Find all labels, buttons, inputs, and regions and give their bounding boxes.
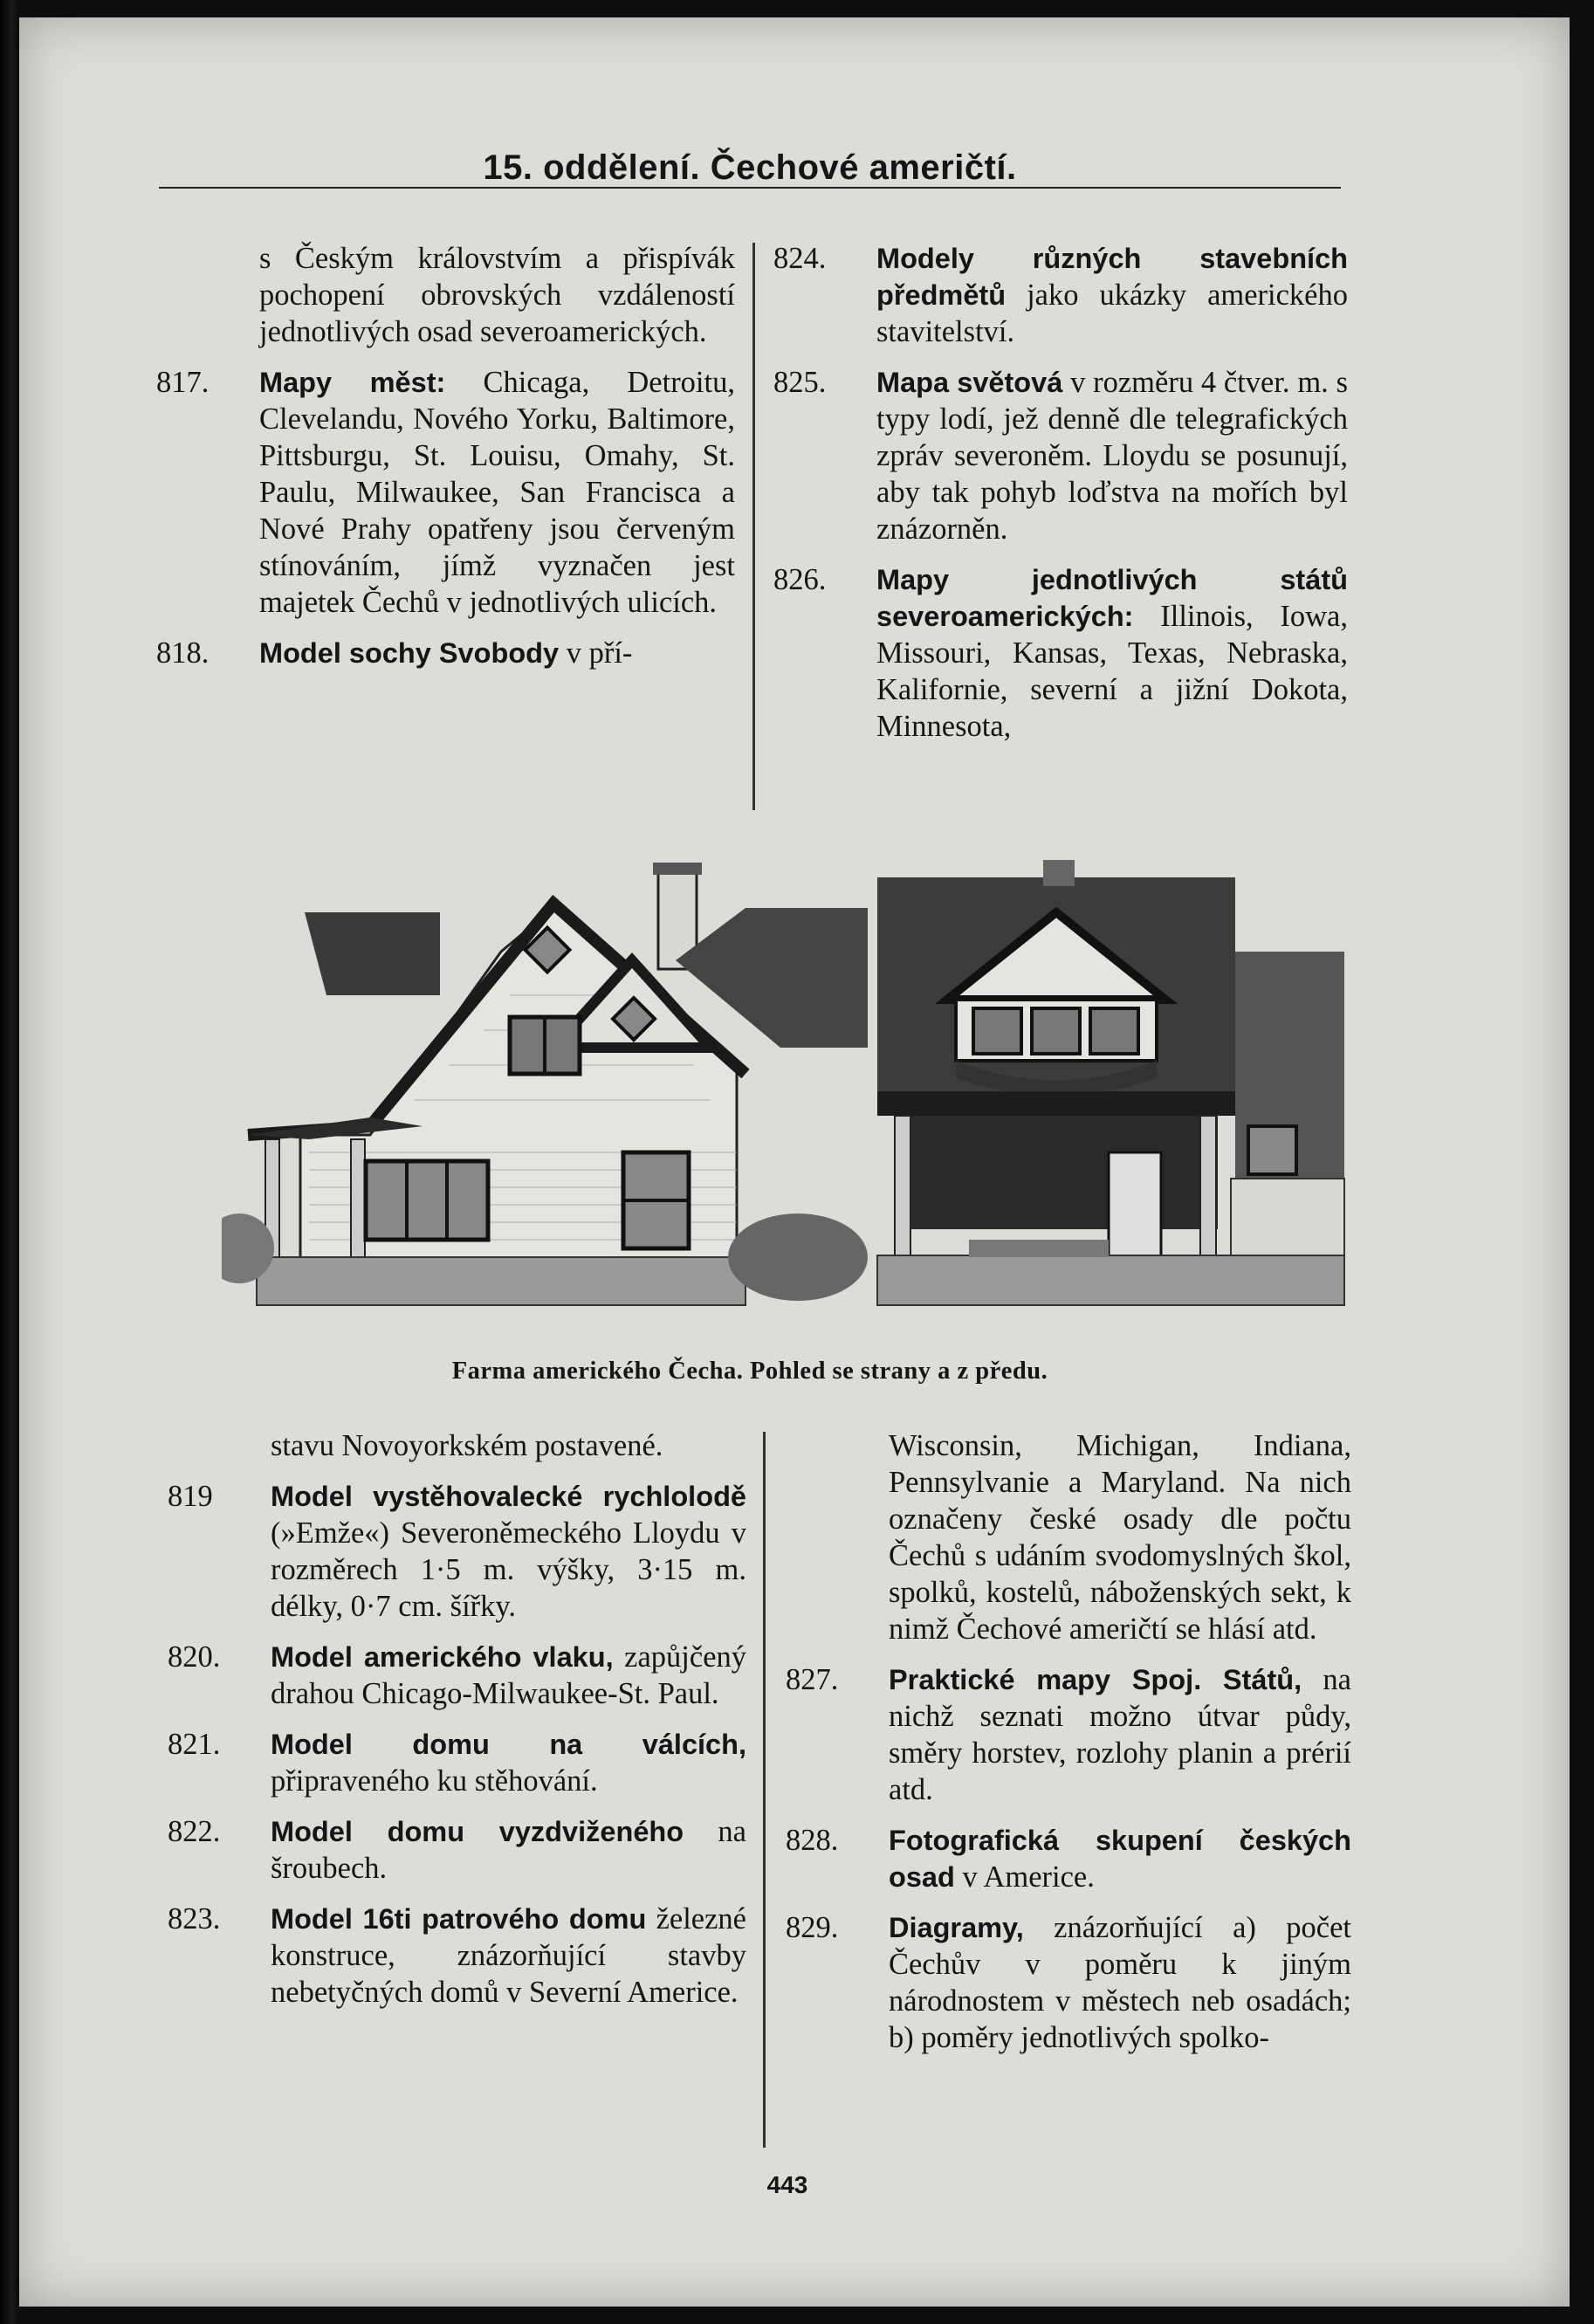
entry-text: znázorňující a) počet Čechův v poměru k jiným národnostem v městech neb osadách; b) poměry jednotlivých spolko- bbox=[889, 1911, 1351, 2054]
entry-number: 823. bbox=[168, 1902, 221, 1936]
bottom-left-lead: stavu Novoyorkském postavené. bbox=[271, 1429, 663, 1462]
house-side-view-illustration bbox=[222, 838, 868, 1310]
top-left-column bbox=[156, 240, 735, 685]
entry-number: 820. bbox=[168, 1640, 221, 1674]
entry-title: Mapy jednotlivých států severoamerických: bbox=[876, 564, 1348, 632]
entry-828 bbox=[786, 1822, 1351, 1895]
entry-text: Chicaga, Detroitu, Clevelandu, Nového Yorku, Baltimore, Pittsburgu, St. Louisu, Omahy, St. Paulu, Milwaukee, San Francisca a Nové Prahy opatřeny jsou červeným stínováním, jímž vyznačen jest majetek Čechů v jednotlivých ulicích. bbox=[259, 366, 735, 619]
entry-title: Model domu na válcích, bbox=[271, 1729, 746, 1760]
entry-825 bbox=[773, 364, 1348, 547]
entry-title: Diagramy, bbox=[889, 1912, 1024, 1943]
entry-title: Model sochy Svobody bbox=[259, 637, 560, 669]
bottom-left-column bbox=[168, 1427, 747, 2025]
entry-819 bbox=[168, 1478, 746, 1625]
entry-number: 829. bbox=[786, 1911, 839, 1944]
house-front-view-illustration bbox=[873, 838, 1349, 1310]
page-header: 15. oddělení. Čechové američtí. bbox=[483, 148, 1017, 187]
entry-text: zapůjčený drahou Chicago-Milwaukee-St. Paul. bbox=[271, 1640, 747, 1710]
entry-text: v pří- bbox=[559, 636, 633, 670]
bottom-column-divider bbox=[763, 1432, 766, 2148]
entry-817 bbox=[156, 364, 735, 621]
entry-title: Fotografická skupení českých osad bbox=[889, 1825, 1351, 1893]
entry-827 bbox=[786, 1661, 1351, 1808]
book-page bbox=[19, 17, 1570, 2307]
top-column-divider bbox=[752, 243, 755, 810]
entry-820 bbox=[168, 1639, 747, 1712]
figure-caption: Farma amerického Čecha. Pohled se strany a z předu. bbox=[451, 1358, 1048, 1385]
entry-text: jako ukázky amerického stavitelství. bbox=[876, 278, 1348, 348]
book-binding-edge bbox=[0, 0, 19, 2324]
entry-number: 818. bbox=[156, 636, 210, 670]
entry-822 bbox=[168, 1813, 746, 1887]
entry-826 bbox=[773, 561, 1348, 745]
entry-824 bbox=[773, 240, 1348, 350]
entry-number: 822. bbox=[168, 1815, 221, 1848]
top-left-lead: s Českým královstvím a přispívák pochopení obrovských vzdáleností jednotlivých osad severoamerických. bbox=[259, 242, 735, 348]
entry-number: 828. bbox=[786, 1824, 839, 1857]
top-right-column bbox=[773, 240, 1348, 759]
bottom-right-lead: Wisconsin, Michigan, Indiana, Pennsylvanie a Maryland. Na nich označeny české osady dle počtu Čechů s udáním svodomyslných škol, spolků, kostelů, náboženských sekt, k nimž Čechové američtí se hlásí atd. bbox=[889, 1429, 1351, 1646]
entry-title: Model domu vyzdviženého bbox=[271, 1816, 684, 1847]
entry-text: Illinois, Iowa, Missouri, Kansas, Texas, Nebraska, Kalifornie, severní a jižní Dokota, Minnesota, bbox=[876, 600, 1348, 743]
entry-title: Mapa světová bbox=[876, 367, 1063, 398]
entry-number: 817. bbox=[156, 366, 210, 399]
entry-title: Praktické mapy Spoj. Států, bbox=[889, 1664, 1302, 1695]
entry-823 bbox=[168, 1901, 746, 2011]
entry-number: 825. bbox=[773, 366, 827, 399]
header-rule bbox=[159, 187, 1341, 189]
entry-text: na nichž seznati možno útvar půdy, směry horstev, rozlohy planin a prérií atd. bbox=[889, 1663, 1351, 1806]
entry-number: 821. bbox=[168, 1728, 221, 1761]
entry-number: 826. bbox=[773, 563, 827, 596]
entry-title: Mapy měst: bbox=[259, 367, 446, 398]
entry-number: 827. bbox=[786, 1663, 839, 1696]
entry-title: Modely různých stavebních předmětů bbox=[876, 243, 1348, 311]
entry-818 bbox=[156, 635, 735, 671]
entry-text: v rozměru 4 čtver. m. s typy lodí, jež denně dle telegrafických zpráv severoněm. Lloydu se posunují, aby tak pohyb loďstva na mořích byl znázorněn. bbox=[876, 366, 1348, 546]
entry-829 bbox=[786, 1909, 1351, 2056]
entry-text: železné konstruce, znázorňující stavby nebetyčných domů v Severní Americe. bbox=[271, 1902, 746, 2009]
entry-title: Model 16ti patrového domu bbox=[271, 1903, 647, 1935]
entry-title: Model vystěhovalecké rychlolodě bbox=[271, 1481, 746, 1512]
entry-number: 819 bbox=[168, 1480, 213, 1513]
entry-text: (»Emže«) Severoněmeckého Lloydu v rozměrech 1·5 m. výšky, 3·15 m. délky, 0·7 cm. šířky. bbox=[271, 1516, 746, 1623]
page-number: 443 bbox=[766, 2171, 808, 2198]
entry-821 bbox=[168, 1726, 746, 1799]
bottom-right-column bbox=[786, 1427, 1351, 2070]
entry-title: Model amerického vlaku, bbox=[271, 1641, 614, 1673]
entry-number: 824. bbox=[773, 242, 827, 275]
entry-text: na šroubech. bbox=[271, 1815, 746, 1885]
entry-text: připraveného ku stěhování. bbox=[271, 1764, 598, 1798]
entry-text: v Americe. bbox=[954, 1860, 1095, 1894]
